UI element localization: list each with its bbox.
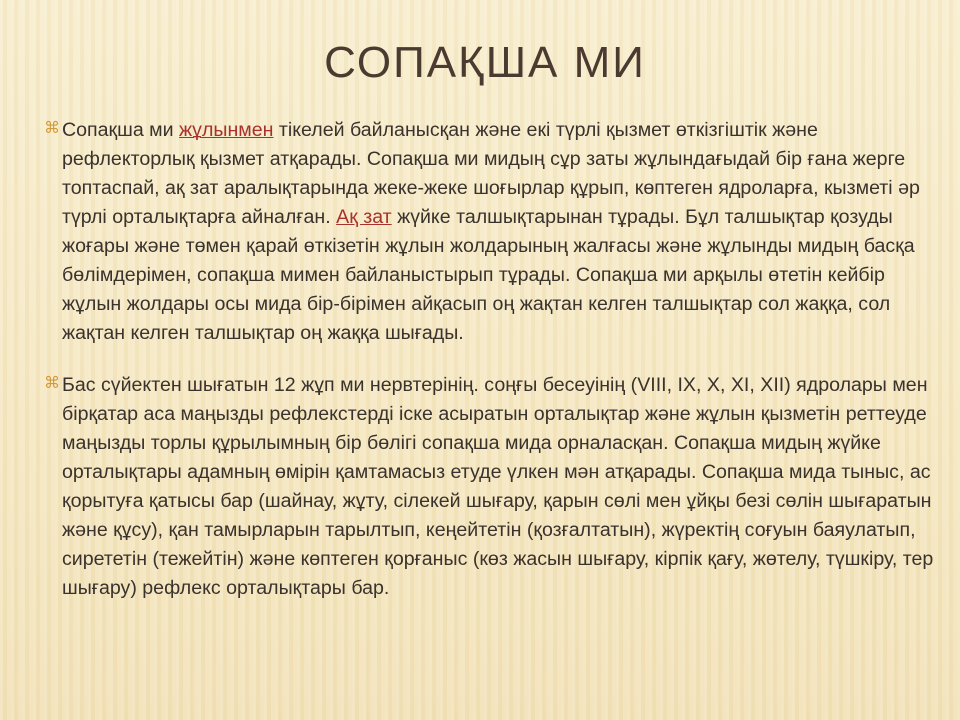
paragraph-text: Сопақша ми <box>62 119 180 141</box>
paragraph-text: тікелей байланысқан және екі түрлі қызмет өткізгіштік және рефлекторлық қызмет атқарады. Сопақша ми мидың сұр заты жұлындағыдай бір ғана жерге топтаспай, ақ зат аралықтарында жеке-жеке шоғырлар құрып, көптеген ядроларға, кызметі әр түрлі орталықтарға айналған. <box>62 119 920 228</box>
slide-title: СОПАҚША МИ <box>324 38 646 87</box>
bullet-icon: ⌘ <box>44 375 60 392</box>
link-spinal-cord[interactable]: жұлынмен <box>179 119 274 141</box>
paragraph-text: жүйке талшықтарынан тұрады. Бұл талшықтар қозуды жоғары және төмен қарай өткізетін жұлын жолдарының жалғасы және жұлынды мидың басқа бөлімдерімен, сопақша мимен байланыстырып тұрады. Сопақша ми арқылы өтетін кейбір жұлын жолдары осы мида бір-бірімен айқасып оң жақтан келген талшықтар сол жаққа, сол жақтан келген талшықтар оң жаққа шығады. <box>62 206 915 344</box>
bullet-icon: ⌘ <box>44 120 60 137</box>
link-white-matter[interactable]: Ақ зат <box>336 206 392 228</box>
slide-content <box>44 116 934 603</box>
bullet-paragraph-2 <box>44 371 934 603</box>
paragraph-text: Бас сүйектен шығатын 12 жұп ми нервтерінің. соңғы бесеуінің (VIII, IX, X, XI, XII) ядролары мен бірқатар аса маңызды рефлекстерді іске асыратын орталықтар және жұлын қызметін реттеуде маңызды торлы құрылымның бір бөлігі сопақша мида орналасқан. Сопақша мидың жүйке орталықтары адамның өмірін қамтамасыз етуде үлкен мән атқарады. Сопақша мида тыныс, ас қорытуға қатысы бар (шайнау, жұту, сілекей шығару, қарын сөлі мен ұйқы безі сөлін шығаратын және құсу), қан тамырларын тарылтып, кеңейтетін (қозғалтатын), жүректің соғуын баяулатып, сирететін (тежейтін) және көптеген қорғаныс (көз жасын шығару, кірпік қағу, жөтелу, түшкіру, тер шығару) рефлекс орталықтары бар. <box>62 374 934 599</box>
bullet-paragraph-1 <box>44 116 934 348</box>
